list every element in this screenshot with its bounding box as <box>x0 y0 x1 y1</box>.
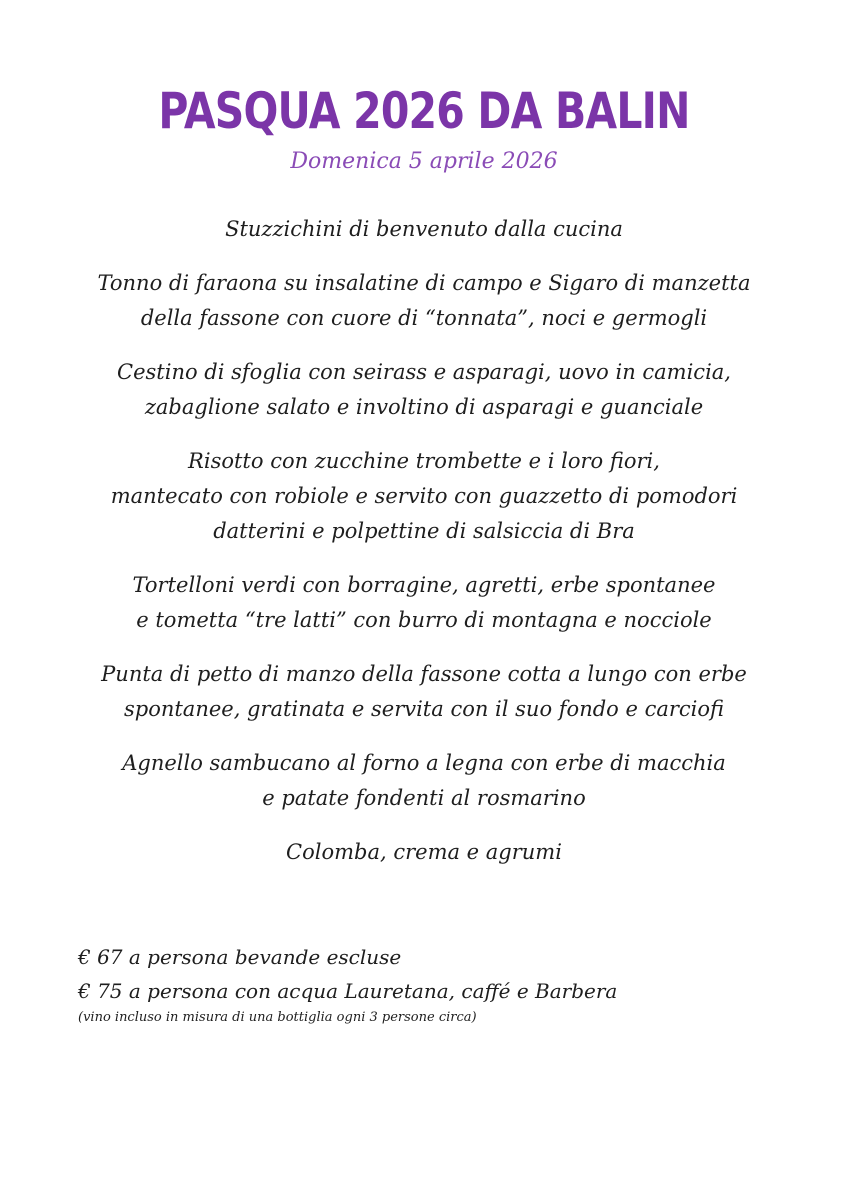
course-line: Colomba, crema e agrumi <box>286 840 562 864</box>
course-line: Tonno di faraona su insalatine di campo e Sigaro di manzetta <box>97 271 751 295</box>
page-subtitle: Domenica 5 aprile 2026 <box>290 149 558 174</box>
price-with-drinks: € 75 a persona con acqua Lauretana, caffé e Barbera <box>78 979 618 1003</box>
menu-courses <box>40 212 808 889</box>
course-line: della fassone con cuore di “tonnata”, noci e germogli <box>140 306 708 330</box>
course-item <box>40 746 808 816</box>
wine-note: (vino incluso in misura di una bottiglia ogni 3 persone circa) <box>78 1010 477 1025</box>
course-line: Stuzzichini di benvenuto dalla cucina <box>225 217 623 241</box>
course-line: mantecato con robiole e servito con guazzetto di pomodori <box>110 484 738 508</box>
price-section <box>78 940 778 1028</box>
course-item <box>40 266 808 336</box>
course-line: Punta di petto di manzo della fassone cotta a lungo con erbe <box>101 662 747 686</box>
course-item <box>40 835 808 870</box>
course-line: Agnello sambucano al forno a legna con erbe di macchia <box>122 751 726 775</box>
course-item <box>40 657 808 727</box>
course-item <box>40 212 808 247</box>
course-item <box>40 568 808 638</box>
course-item <box>40 355 808 425</box>
course-line: e patate fondenti al rosmarino <box>262 786 586 810</box>
course-line: datterini e polpettine di salsiccia di Bra <box>213 519 635 543</box>
course-line: Risotto con zucchine trombette e i loro fiori, <box>188 449 660 473</box>
course-line: Cestino di sfoglia con seirass e asparagi, uovo in camicia, <box>117 360 731 384</box>
course-line: spontanee, gratinata e servita con il suo fondo e carciofi <box>123 697 725 721</box>
course-line: Tortelloni verdi con borragine, agretti, erbe spontanee <box>132 573 716 597</box>
course-line: e tometta “tre latti” con burro di montagna e nocciole <box>136 608 712 632</box>
page-title: PASQUA 2026 DA BALIN <box>158 82 690 140</box>
course-item <box>40 444 808 549</box>
course-line: zabaglione salato e involtino di asparagi e guanciale <box>144 395 704 419</box>
price-without-drinks: € 67 a persona bevande escluse <box>78 945 402 969</box>
